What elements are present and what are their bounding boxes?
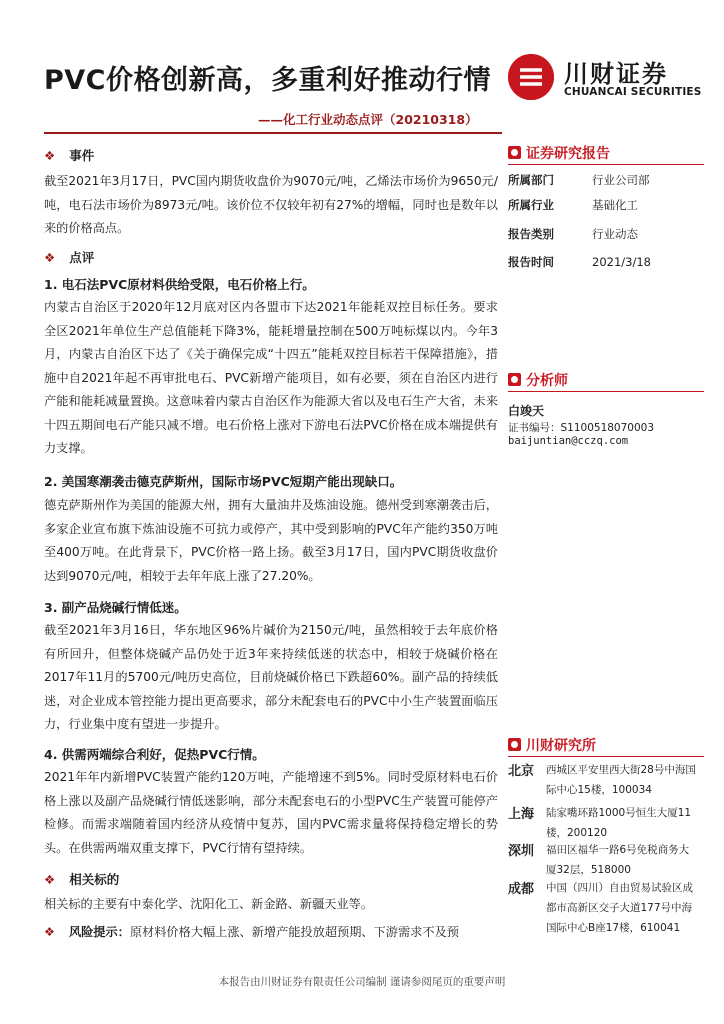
point-3-paragraph: 截至2021年3月16日，华东地区96%片碱价为2150元/吨，虽然相较于去年底价格有所回升，但整体烧碱产品仍处于近3年来持续低迷的状态中，相较于烧碱价格在2017年11月的5700元/吨历史高位，目前烧碱价格已下跌超60%。副产品的持续低迷，对企业成本管控能力提出更高要求，部分未配套电石的PVC中小生产装置面临压力，行业集中度有望进一步提升。 [44,623,498,731]
diamond-bullet-icon: ❖ [44,872,56,887]
footer-disclaimer: 本报告由川财证券有限责任公司编制 谨请参阅尾页的重要声明 [218,976,506,988]
analyst-cert: 证书编号：S1100518070003 [508,422,655,434]
info-row-industry: 所属行业 基础化工 [508,198,638,212]
analyst-title: 分析师 [526,373,568,389]
report-subtitle: ——化工行业动态点评（20210318） [258,112,478,127]
header-divider [44,132,502,134]
analyst-name: 白竣天 [508,404,545,418]
point-3-heading: 3. 副产品烧碱行情低迷。 [44,600,187,615]
targets-paragraph: 相关标的主要有中泰化学、沈阳化工、新金路、新疆天业等。 [44,897,374,911]
report-title: PVC价格创新高，多重利好推动行情 [44,65,491,96]
targets-heading: ❖ 相关标的 [44,872,120,887]
report-type-title: 证券研究报告 [526,146,610,162]
info-row-category: 报告类别 行业动态 [508,227,638,241]
point-1-paragraph: 内蒙古自治区于2020年12月底对区内各盟市下达2021年能耗双控目标任务。要求全区2021年单位生产总值能耗下降3%，能耗增量控制在500万吨标煤以内。今年3月，内蒙古自治区下达了《关于确保完成“十四五”能耗双控目标若干保障措施》，措施中自2021年起不再审批电石、PVC新增产能项目，如有必要，须在自治区内进行产能和能耗减量置换。这意味着内蒙古自治区作为能源大省以及电石生产大省，未来十四五期间电石产能只减不增。电石价格上涨对下游电石法PVC价格在成本端提供有力支撑。 [44,300,498,455]
risk-line [44,921,498,945]
report-type-header [508,144,678,164]
point-2-heading: 2. 美国寒潮袭击德克萨斯州，国际市场PVC短期产能出现缺口。 [44,474,403,489]
logo-mark-icon [508,54,554,100]
info-row-department: 所属部门 行业公司部 [508,173,650,187]
risk-heading: 风险提示： [68,925,130,939]
research-institute-header [508,736,678,756]
info-row-date: 报告时间 2021/3/18 [508,255,651,269]
point-4-heading: 4. 供需两端综合利好，促热PVC行情。 [44,747,265,762]
section-divider [508,391,704,392]
logo-name-cn: 川财证券 [564,60,668,88]
diamond-bullet-icon: ❖ [44,250,56,265]
point-1-heading: 1. 电石法PVC原材料供给受限，电石价格上行。 [44,277,315,292]
section-marker-icon [508,373,521,386]
event-paragraph: 截至2021年3月17日，PVC国内期货收盘价为9070元/吨，乙烯法市场价为9650元/吨，电石法市场价为8973元/吨。该价位不仅较年初有27%的增幅，同时也是数年以来的价格高点。 [44,174,498,235]
event-heading: ❖ 事件 [44,148,95,163]
risk-text: 原材料价格大幅上涨、新增产能投放超预期、下游需求不及预 [129,925,459,939]
comment-heading: ❖ 点评 [44,250,95,265]
research-institute-title: 川财研究所 [526,738,596,754]
diamond-bullet-icon: ❖ [44,148,56,163]
analyst-email[interactable]: baijuntian@cczq.com [508,435,629,447]
logo-name-en: CHUANCAI SECURITIES [564,86,702,98]
section-marker-icon [508,738,521,751]
section-divider [508,164,704,165]
analyst-header [508,371,678,391]
company-logo [508,52,702,108]
point-2-paragraph: 德克萨斯州作为美国的能源大州，拥有大量油井及炼油设施。德州受到寒潮袭击后，多家企业宣布旗下炼油设施不可抗力或停产，其中受到影响的PVC年产能约350万吨至400万吨。在此背景下，PVC价格一路上扬。截至3月17日，国内PVC期货收盘价达到9070元/吨，相较于去年年底上涨了27.20%。 [44,498,498,583]
diamond-bullet-icon: ❖ [44,925,55,939]
section-marker-icon [508,146,521,159]
point-4-paragraph: 2021年年内新增PVC装置产能约120万吨，产能增速不到5%。同时受原材料电石价格上涨以及副产品烧碱行情低迷影响，部分未配套电石的小型PVC生产装置可能停产检修。而需求端随着国内经济从疫情中复苏，国内PVC需求量将保持稳定增长的势头。在供需两端双重支撑下，PVC行情有望持续。 [44,770,498,855]
section-divider [508,756,704,757]
